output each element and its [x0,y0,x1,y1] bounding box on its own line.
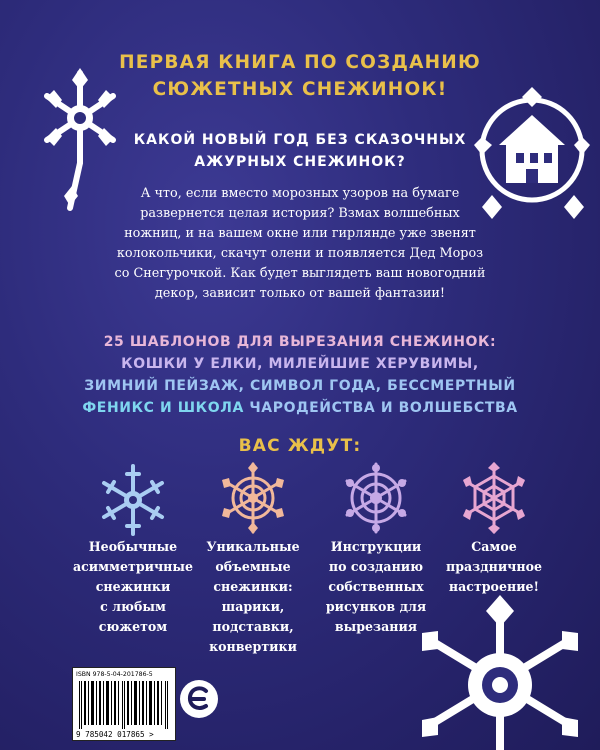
templates-line-4a: ФЕНИКС И ШКОЛА [82,400,244,416]
description-line-6: декор, зависит только от вашей фантазии! [154,286,446,301]
description-line-2: развернется целая история? Взмах волшебных [140,206,460,221]
feature-2-line: Уникальные [206,539,300,554]
feature-4-line: Самое [471,539,517,554]
feature-1-line: асимметричные [72,559,194,574]
headline-line-2: СЮЖЕТНЫХ СНЕЖИНОК! [152,79,448,100]
question-line-2: АЖУРНЫХ СНЕЖИНОК? [194,154,406,170]
feature-4-line: настроение! [448,579,540,594]
templates-line-3: ЗИМНИЙ ПЕЙЗАЖ, СИМВОЛ ГОДА, БЕССМЕРТНЫЙ [84,378,516,394]
description-line-4: колокольчики, скачут олени и появляется Дед Мороз [116,246,484,261]
isbn-text: ISBN 978-5-04-201786-5 [76,671,153,678]
publisher-logo [180,680,218,718]
feature-3-line: Инструкции [330,539,422,554]
feature-snowflake-pink-icon [456,460,532,536]
barcode-bars-icon [77,681,171,729]
templates-line-4b: ЧАРОДЕЙСТВА И ВОЛШЕБСТВА [243,400,518,416]
feature-4-text [429,537,559,597]
feature-snowflake-blue-icon [95,462,171,538]
feature-2-line: объемные [215,559,291,574]
feature-3-line: рисунков для [325,599,427,614]
feature-2-line: конвертики [209,639,297,654]
description-line-3: ножниц, и на вашем окне или гирлянде уже звенят [124,226,476,241]
feature-1-line: снежинки [95,579,171,594]
awaits-title: ВАС ЖДУТ: [238,436,362,456]
feature-3-line: собственных [328,579,424,594]
feature-3-text [311,537,441,637]
headline-line-1: ПЕРВАЯ КНИГА ПО СОЗДАНИЮ [119,52,481,73]
feature-4-line: праздничное [445,559,543,574]
templates-line-2: КОШКИ У ЕЛКИ, МИЛЕЙШИЕ ХЕРУВИМЫ, [121,356,479,372]
feature-2-line: подставки, [212,619,294,634]
feature-1-line: сюжетом [98,619,168,634]
feature-3-line: вырезания [334,619,418,634]
templates-line-1: 25 ШАБЛОНОВ ДЛЯ ВЫРЕЗАНИЯ СНЕЖИНОК: [103,334,497,350]
description-line-5: со Снегурочкой. Как будет выглядеть ваш новогодний [114,266,486,281]
description-line-1: А что, если вместо морозных узоров на бумаге [140,186,460,201]
barcode [72,667,176,741]
feature-1-text [68,537,198,637]
feature-snowflake-lilac-icon [338,460,414,536]
feature-2-line: шарики, [221,599,285,614]
feature-snowflake-peach-icon [215,460,291,536]
publisher-logo-icon [180,680,218,718]
feature-3-line: по созданию [328,559,424,574]
barcode-digits: 9 785042 017865 > [76,730,154,739]
feature-1-line: с любым [100,599,166,614]
feature-2-line: снежинки: [213,579,293,594]
feature-2-text [188,537,318,657]
question-line-1: КАКОЙ НОВЫЙ ГОД БЕЗ СКАЗОЧНЫХ [133,132,467,148]
feature-1-line: Необычные [88,539,178,554]
templates-line-4 [0,400,600,416]
